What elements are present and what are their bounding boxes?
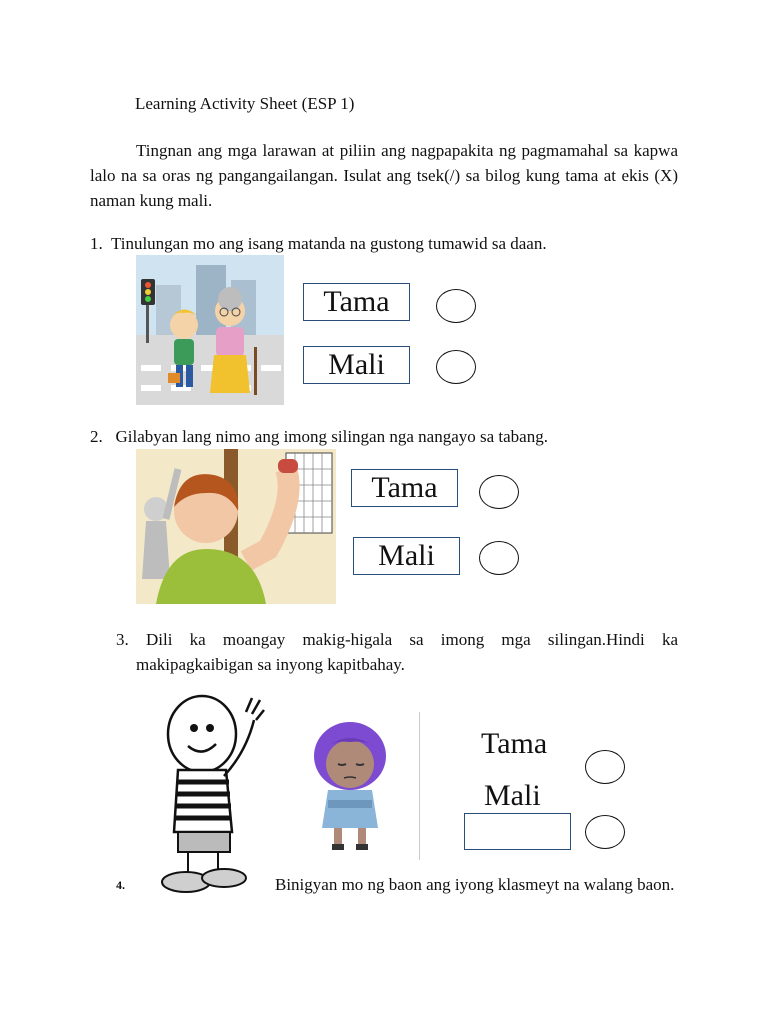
item-2-mali-answer-circle[interactable] — [479, 541, 519, 575]
item-3-divider-line — [419, 712, 420, 860]
item-1-mali-answer-circle[interactable] — [436, 350, 476, 384]
item-3-tama-answer-circle[interactable] — [585, 750, 625, 784]
item-4-number: 4. — [116, 878, 125, 892]
item-2-tama-answer-circle[interactable] — [479, 475, 519, 509]
item-3-tama-box: Tama — [464, 729, 571, 782]
item-3-mali-box — [464, 813, 571, 850]
item-1-tama-answer-circle[interactable] — [436, 289, 476, 323]
item-2-question: 2. Gilabyan lang nimo ang imong silingan nga nangayo sa tabang. — [90, 427, 548, 446]
worksheet-title: Learning Activity Sheet (ESP 1) — [135, 94, 355, 113]
item-1-question: 1. Tinulungan mo ang isang matanda na gustong tumawid sa daan. — [90, 234, 547, 253]
item-3-picture-sulking-girl — [298, 718, 402, 852]
item-1-tama-box: Tama — [303, 283, 410, 321]
item-1-picture-old-woman-crossing — [136, 255, 284, 405]
item-4-question: Binigyan mo ng baon ang iyong klasmeyt na walang baon. — [275, 875, 675, 894]
item-3-mali-answer-circle[interactable] — [585, 815, 625, 849]
item-2-tama-box: Tama — [351, 469, 458, 507]
instructions: Tingnan ang mga larawan at piliin ang nagpapakita ng pagmamahal sa kapwa lalo na sa oras ng pangangailangan. Isulat ang tsek(/) sa bilog kung tama at ekis (X) naman kung mali. — [90, 141, 678, 210]
item-1-mali-box: Mali — [303, 346, 410, 384]
item-2-picture-man-ignoring-neighbor — [136, 449, 336, 604]
item-3-picture-waving-boy — [160, 692, 266, 897]
item-2-mali-box: Mali — [353, 537, 460, 575]
item-3-mali-label: Mali — [484, 779, 541, 812]
item-3-question: 3. Dili ka moangay makig-higala sa imong mga silingan.Hindi ka makipagkaibigan sa inyong kapitbahay. — [116, 630, 678, 674]
